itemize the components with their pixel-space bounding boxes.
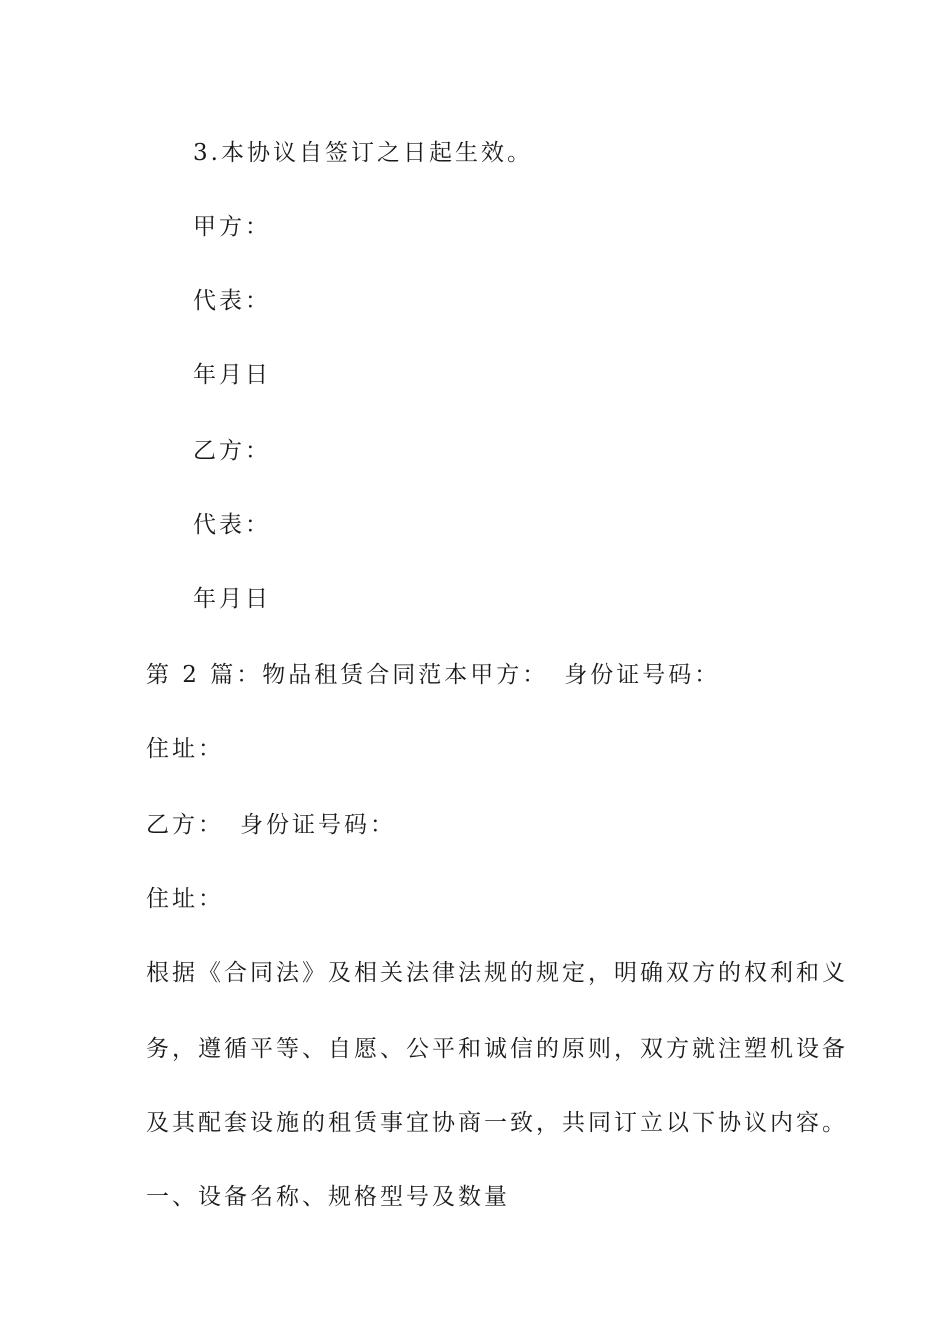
party-b-date: 年月日	[193, 586, 271, 612]
preamble-line-3: 及其配套设施的租赁事宜协商一致，共同订立以下协议内容。	[146, 1110, 848, 1136]
preamble-line-2: 务，遵循平等、自愿、公平和诚信的原则，双方就注塑机设备	[146, 1036, 848, 1062]
section-2-heading-line	[146, 660, 720, 690]
section-1-heading: 一、设备名称、规格型号及数量	[146, 1184, 510, 1210]
party-b-name-label: 乙方：	[146, 812, 224, 838]
party-a-representative: 代表：	[193, 288, 271, 314]
party-b-id-label: 身份证号码：	[240, 812, 396, 838]
party-b-label: 乙方：	[193, 438, 271, 464]
party-a-date: 年月日	[193, 362, 271, 388]
party-a-id-label: 身份证号码：	[564, 662, 721, 688]
section-2-title: 第 2 篇：物品租赁合同范本甲方：	[146, 662, 549, 688]
preamble-line-1: 根据《合同法》及相关法律法规的规定，明确双方的权利和义	[146, 960, 848, 986]
party-a-address: 住址：	[146, 736, 224, 762]
party-b-address: 住址：	[146, 886, 224, 912]
party-a-label: 甲方：	[193, 214, 271, 240]
party-b-line	[146, 810, 396, 840]
party-b-representative: 代表：	[193, 512, 271, 538]
clause-effective-date: 3.本协议自签订之日起生效。	[193, 140, 533, 166]
